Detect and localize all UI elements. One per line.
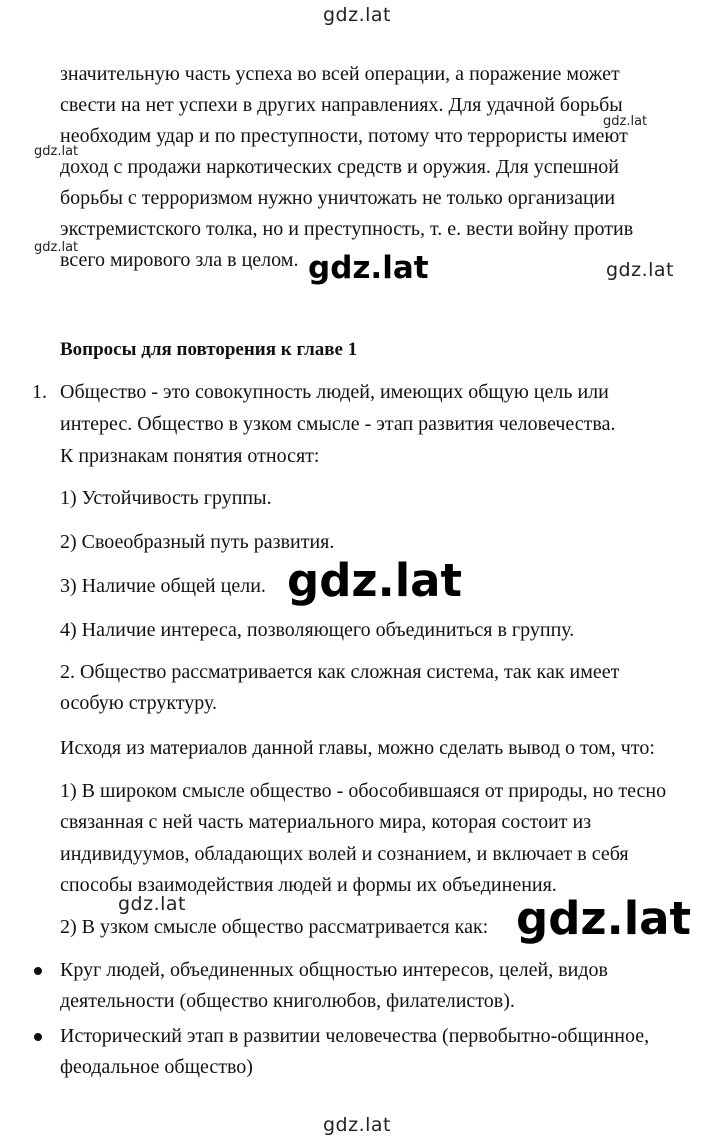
broad-line: связанная с ней часть материального мира, которая состоит из bbox=[60, 811, 592, 833]
bullet-icon bbox=[34, 1033, 42, 1041]
sign-item: 1) Устойчивость группы. bbox=[60, 487, 272, 509]
narrow-intro: 2) В узком смысле общество рассматривается как: bbox=[60, 916, 489, 938]
bullet-icon bbox=[34, 967, 42, 975]
watermark-bottom: gdz.lat bbox=[323, 1114, 392, 1136]
watermark-big-lower: gdz.lat bbox=[516, 892, 692, 945]
intro-line: борьбы с терроризмом нужно уничтожать не только организации bbox=[60, 187, 616, 209]
intro-line: всего мирового зла в целом. bbox=[60, 249, 299, 271]
sign-item: 3) Наличие общей цели. bbox=[60, 575, 266, 597]
intro-line: доход с продажи наркотических средств и оружия. Для успешной bbox=[60, 156, 619, 178]
sign-item: 4) Наличие интереса, позволяющего объединиться в группу. bbox=[60, 619, 575, 641]
watermark-small-left-2: gdz.lat bbox=[34, 240, 79, 255]
sign-item: 2) Своеобразный путь развития. bbox=[60, 531, 335, 553]
bullet-line: деятельности (общество книголюбов, филателистов). bbox=[60, 990, 515, 1012]
item-number: 1. bbox=[32, 381, 47, 403]
broad-line: 1) В широком смысле общество - обособившаяся от природы, но тесно bbox=[60, 780, 667, 802]
conclusion-intro: Исходя из материалов данной главы, можно сделать вывод о том, что: bbox=[60, 737, 655, 759]
item2-line: особую структуру. bbox=[60, 692, 217, 714]
watermark-big-middle: gdz.lat bbox=[287, 554, 463, 607]
watermark-small-right: gdz.lat bbox=[603, 114, 648, 129]
item1-line: интерес. Общество в узком смысле - этап развития человечества. bbox=[60, 413, 616, 435]
broad-line: способы взаимодействия людей и формы их объединения. bbox=[60, 874, 557, 896]
broad-line: индивидуумов, обладающих волей и сознанием, и включает в себя bbox=[60, 843, 629, 865]
intro-line: необходим удар и по преступности, потому что террористы имеют bbox=[60, 125, 628, 147]
bullet-line: Круг людей, объединенных общностью интересов, целей, видов bbox=[60, 959, 608, 981]
bullet-line: феодальное общество) bbox=[60, 1056, 253, 1078]
watermark-top: gdz.lat bbox=[323, 4, 392, 26]
intro-line: экстремистского толка, но и преступность, т. е. вести войну против bbox=[60, 218, 634, 240]
watermark-small-left: gdz.lat bbox=[34, 144, 79, 159]
bullet-line: Исторический этап в развитии человечества (первобытно-общинное, bbox=[60, 1025, 650, 1047]
intro-line: значительную часть успеха во всей операции, а поражение может bbox=[60, 63, 620, 85]
intro-line: свести на нет успехи в других направлениях. Для удачной борьбы bbox=[60, 94, 623, 116]
watermark-right-mid: gdz.lat bbox=[606, 259, 675, 281]
section-title: Вопросы для повторения к главе 1 bbox=[60, 339, 358, 360]
watermark-inline: gdz.lat bbox=[308, 250, 429, 286]
item1-line: Общество - это совокупность людей, имеющих общую цель или bbox=[60, 381, 609, 403]
item1-line: К признакам понятия относят: bbox=[60, 445, 320, 467]
item2-line: 2. Общество рассматривается как сложная система, так как имеет bbox=[60, 661, 620, 683]
watermark-small-lower: gdz.lat bbox=[118, 893, 187, 915]
